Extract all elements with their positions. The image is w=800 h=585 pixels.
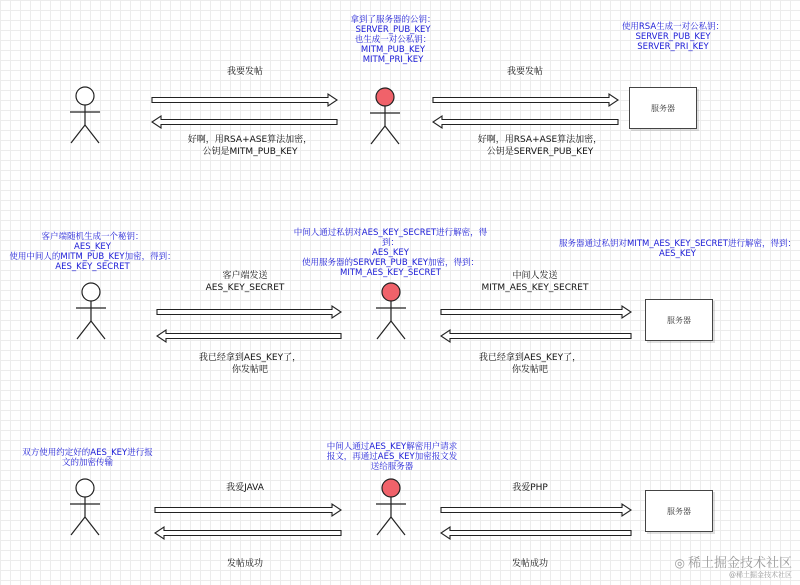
label-row2-mitm-to-server: 中间人发送 MITM_AES_KEY_SECRET [481, 271, 589, 293]
arrow-row1-mitm-to-client [152, 116, 337, 128]
arrow-row2-server-to-mitm [441, 330, 631, 342]
label-row3-mitm-to-server: 我爱PHP [512, 483, 548, 493]
label-row1-server-to-mitm: 好啊，用RSA+ASE算法加密， 公钥是SERVER_PUB_KEY [477, 135, 603, 157]
label-row2-server-to-mitm: 我已经拿到AES_KEY了， 你发帖吧 [478, 353, 582, 375]
server-box-row1 [629, 87, 697, 129]
arrow-row1-server-to-mitm [433, 116, 618, 128]
label-row1-mitm-to-server: 我要发帖 [506, 67, 543, 77]
attacker-figure-row3 [376, 479, 406, 535]
server-label: 服务器 [667, 315, 691, 325]
client-note-row3: 双方使用约定好的AES_KEY进行报 文的加密传输 [22, 448, 153, 468]
watermark-sub: @稀土掘金技术社区 [729, 571, 792, 579]
arrow-row2-client-to-mitm [157, 306, 341, 318]
server-box-row2 [645, 299, 713, 341]
attacker-note-row1: 拿到了服务器的公钥： SERVER_PUB_KEY 也生成一对公私钥： MITM_PUB_KEY MITM_PRI_KEY [350, 15, 436, 65]
arrow-row2-mitm-to-server [441, 306, 631, 318]
label-row1-client-to-mitm: 我要发帖 [226, 67, 263, 77]
client-note-row2: 客户端随机生成一个秘钥： AES_KEY 使用中间人的MITM_PUB_KEY加密，得到： AES_KEY_SECRET [9, 232, 176, 272]
arrow-row3-client-to-mitm [155, 504, 341, 516]
arrow-row3-mitm-to-client [155, 527, 341, 539]
watermark-main: 稀土掘金技术社区 [687, 556, 792, 571]
juejin-logo-icon: ◎ [674, 556, 685, 570]
attacker-note-row2: 中间人通过私钥对AES_KEY_SECRET进行解密，得到： AES_KEY 使用服务器的SERVER_PUB_KEY加密，得到： MITM_AES_KEY_SECRET [293, 228, 488, 278]
label-row2-mitm-to-client: 我已经拿到AES_KEY了， 你发帖吧 [198, 353, 302, 375]
server-note-row2: 服务器通过私钥对MITM_AES_KEY_SECRET进行解密，得到： AES_KEY [558, 239, 796, 259]
client-figure-row1 [70, 87, 100, 143]
client-figure-row2 [76, 283, 106, 339]
label-row3-mitm-to-client: 发帖成功 [226, 559, 263, 569]
client-figure-row3 [70, 479, 100, 535]
label-row3-client-to-mitm: 我爱JAVA [226, 483, 264, 493]
attacker-note-row3: 中间人通过AES_KEY解密用户请求 报文，再通过AES_KEY加密报文发 送给服务器 [326, 442, 458, 472]
arrow-row1-mitm-to-server [433, 94, 618, 106]
watermark [675, 556, 793, 580]
server-label: 服务器 [651, 103, 675, 113]
label-row1-mitm-to-client: 好啊，用RSA+ASE算法加密， 公钥是MITM_PUB_KEY [187, 135, 313, 157]
attacker-figure-row1 [370, 88, 400, 144]
arrow-row3-mitm-to-server [441, 504, 631, 516]
arrow-row2-mitm-to-client [157, 330, 341, 342]
arrow-row1-client-to-mitm [152, 94, 337, 106]
label-row2-client-to-mitm: 客户端发送 AES_KEY_SECRET [205, 271, 285, 293]
server-box-row3 [645, 490, 713, 532]
arrow-row3-server-to-mitm [441, 527, 631, 539]
attacker-figure-row2 [376, 283, 406, 339]
server-note-row1: 使用RSA生成一对公私钥： SERVER_PUB_KEY SERVER_PRI_KEY [621, 22, 725, 52]
server-label: 服务器 [667, 506, 691, 516]
label-row3-server-to-mitm: 发帖成功 [511, 559, 548, 569]
